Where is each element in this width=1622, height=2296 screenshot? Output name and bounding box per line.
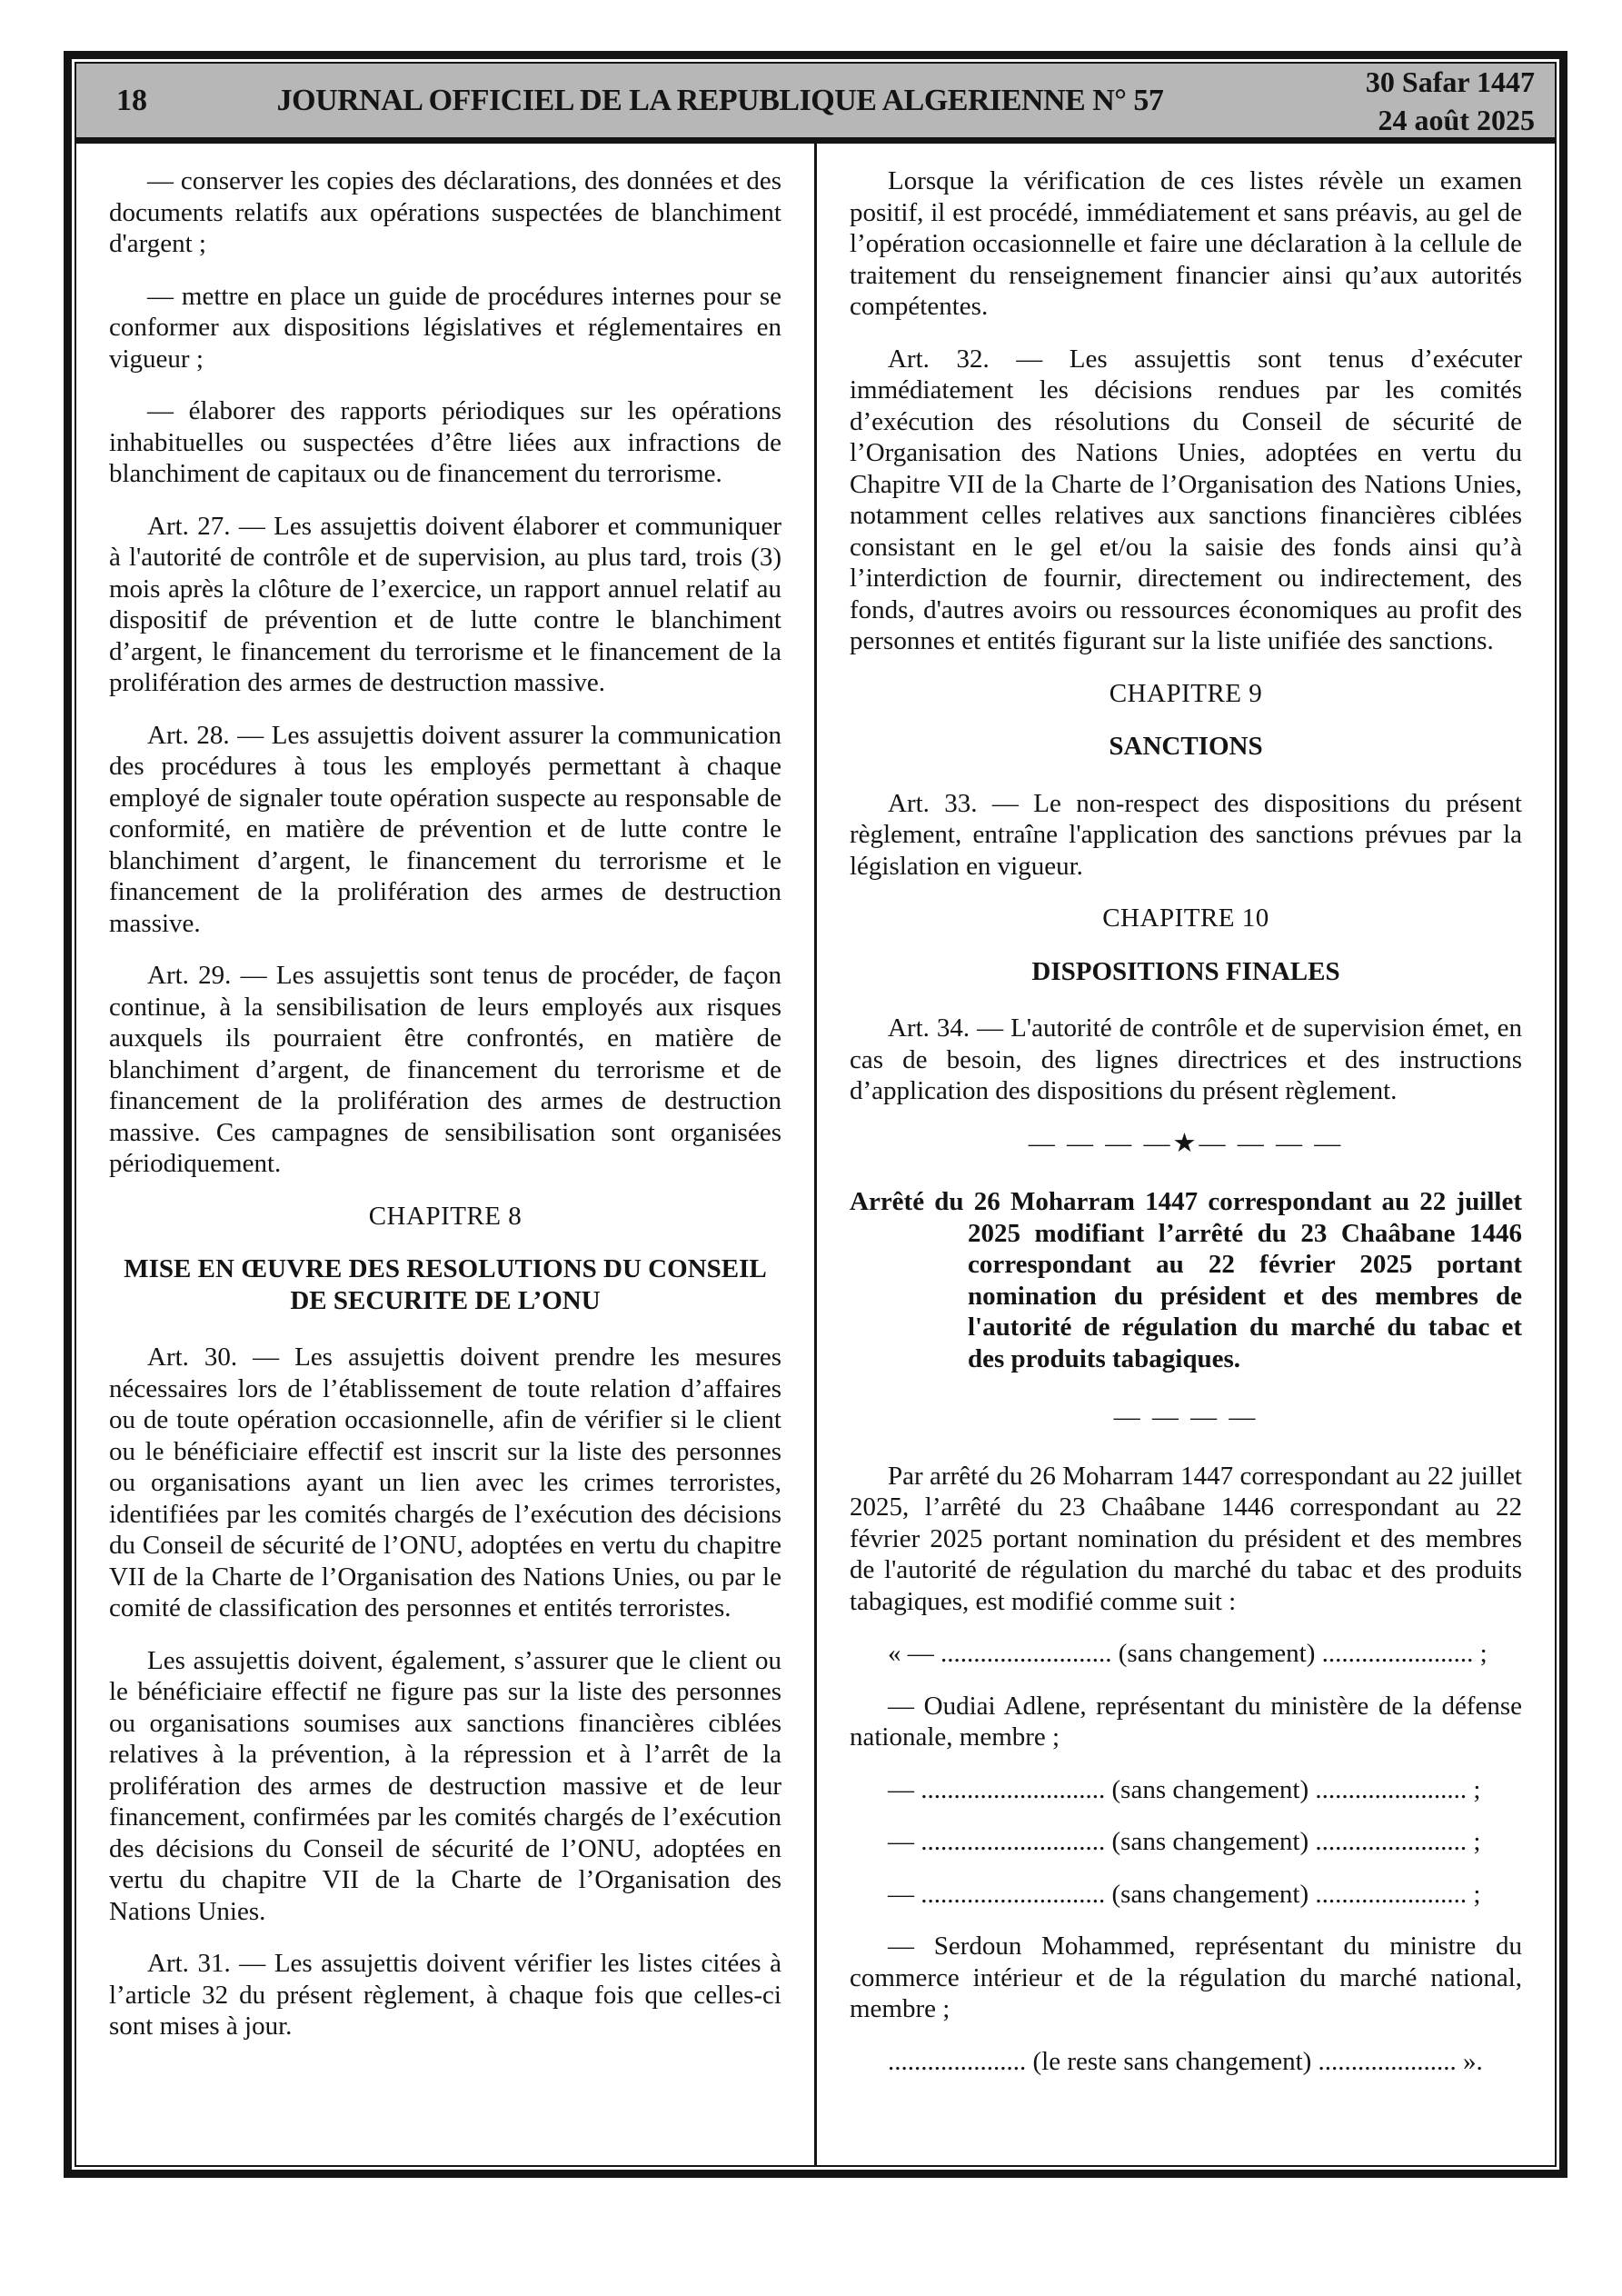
paragraph-assujettis-egalement: Les assujettis doivent, également, s’assurer que le client ou le bénéficiaire effectif ne figure pas sur la liste des personnes ou organisations soumises aux sanctions financières ciblées relatives à la prévention, à la répression et à l’arrêt de la prolifération des armes de destruction massive et de leur financement, confirmées par les comités chargés de l’exécution des décisions du Conseil de sécurité de l’ONU, adoptées en vertu du chapitre VII de la Charte de l’Organisation des Nations Unies. [109, 1645, 781, 1926]
quote-line-sans-changement-1: — ............................ (sans changement) ....................... ; [888, 1774, 1481, 1804]
paragraph-art-30: Art. 30. — Les assujettis doivent prendre les mesures nécessaires lors de l’établissement de toute relation d’affaires ou de toute opération occasionnelle, afin de vérifier si le client ou le bénéficiaire effectif est inscrit sur la liste des personnes ou organisations ayant un lien avec les crimes terroristes, identifiées par les comités chargés de l’exécution des décisions du Conseil de sécurité de l’ONU, adoptées en vertu du chapitre VII de la Charte de l’Organisation des Nations Unies, ou par le comité de classification des personnes et entités terroristes. [109, 1343, 781, 1622]
quote-line-sans-changement-2: — ............................ (sans changement) ....................... ; [888, 1827, 1481, 1856]
paragraph-art-32: Art. 32. — Les assujettis sont tenus d’exécuter immédiatement les décisions rendues par les comités d’exécution des résolutions du Conseil de sécurité de l’Organisation des Nations Unies, adoptées en vertu du Chapitre VII de la Charte de l’Organisation des Nations Unies, notamment celles relatives aux sanctions financières ciblées consistant en le gel et/ou la saisie des fonds ainsi qu’à l’interdiction de fournir, directement ou indirectement, des fonds, d'autres avoirs ou ressources économiques au profit des personnes et entités figurant sur la liste unifiée des sanctions. [850, 344, 1522, 655]
chapter-8-title: MISE EN ŒUVRE DES RESOLUTIONS DU CONSEIL DE SECURITE DE L’ONU [124, 1254, 767, 1315]
chapter-8-heading: CHAPITRE 8 [368, 1201, 522, 1231]
paragraph-dash-conserver: — conserver les copies des déclarations, des données et des documents relatifs aux opérations suspectées de blanchiment d'argent ; [109, 166, 781, 258]
paragraph-dash-elaborer: — élaborer des rapports périodiques sur les opérations inhabituelles ou suspectées d’être liées aux infractions de blanchiment de capitaux ou de financement du terrorisme. [109, 396, 781, 488]
paragraph-art-27: Art. 27. — Les assujettis doivent élaborer et communiquer à l'autorité de contrôle et de supervision, au plus tard, trois (3) mois après la clôture de l’exercice, un rapport annuel relatif au dispositif de prévention et de lutte contre le blanchiment d’argent, le financement du terrorisme et le financement de la prolifération des armes de destruction massive. [109, 511, 781, 697]
paragraph-art-29: Art. 29. — Les assujettis sont tenus de procéder, de façon continue, à la sensibilisation de leurs employés aux risques auxquels ils pourraient être confrontés, en matière de blanchiment d’argent, de financement du terrorisme et de financement de la prolifération des armes de destruction massive. Ces campagnes de sensibilisation sont organisées périodiquement. [109, 961, 781, 1178]
paragraph-art-28: Art. 28. — Les assujettis doivent assurer la communication des procédures à tous les employés permettant à chaque employé de signaler toute opération suspecte au responsable de conformité, en matière de prévention et de lutte contre le blanchiment d’argent, le financement du terrorisme et le financement de la prolifération des armes de destruction massive. [109, 720, 781, 938]
paragraph-art-34: Art. 34. — L'autorité de contrôle et de supervision émet, en cas de besoin, des lignes directrices et des instructions d’application des dispositions du présent règlement. [850, 1013, 1522, 1105]
journal-title: JOURNAL OFFICIEL DE LA REPUBLIQUE ALGERIENNE N° 57 [276, 83, 1164, 117]
paragraph-art-33: Art. 33. — Le non-respect des dispositions du présent règlement, entraîne l'application des sanctions prévues par la législation en vigueur. [850, 788, 1522, 881]
chapter-10-title: DISPOSITIONS FINALES [1031, 956, 1340, 986]
header-band [76, 64, 1555, 144]
quote-line-serdoun: — Serdoun Mohammed, représentant du ministre du commerce intérieur et de la régulation du marché national, membre ; [850, 1932, 1522, 2023]
date-hijri: 30 Safar 1447 [1365, 65, 1535, 98]
paragraph-lorsque: Lorsque la vérification de ces listes révèle un examen positif, il est procédé, immédiatement et sans préavis, au gel de l’opération occasionnelle et faire une déclaration à la cellule de traitement du renseignement financier ainsi qu’aux autorités compétentes. [850, 166, 1522, 321]
right-column [817, 144, 1555, 2165]
left-column [76, 144, 814, 2165]
header-dates [1366, 63, 1535, 139]
page-frame-inner [75, 62, 1557, 2167]
quote-line-open: « — .......................... (sans changement) ....................... ; [888, 1639, 1488, 1668]
content-columns [76, 144, 1555, 2165]
chapter-9-heading: CHAPITRE 9 [1109, 678, 1263, 708]
paragraph-art-31: Art. 31. — Les assujettis doivent vérifier les listes citées à l’article 32 du présent règlement, à chaque fois que celles-ci sont mises à jour. [109, 1949, 781, 2041]
chapter-9-title: SANCTIONS [1109, 732, 1263, 761]
quote-line-sans-changement-3: — ............................ (sans changement) ....................... ; [888, 1879, 1481, 1909]
page-number: 18 [116, 83, 147, 117]
arrete-title: Arrêté du 26 Moharram 1447 correspondant au 22 juillet 2025 modifiant l’arrêté du 23 Chaâbane 1446 correspondant au 22 février 2025 portant nomination du président et des membres de l'autorité de régulation du marché du tabac et des produits tabagiques. [850, 1187, 1522, 1373]
page-frame-outer [64, 51, 1567, 2178]
date-gregorian: 24 août 2025 [1378, 103, 1535, 136]
dash-separator: — — — — [1113, 1403, 1259, 1432]
paragraph-par-arrete: Par arrêté du 26 Moharram 1447 correspondant au 22 juillet 2025, l’arrêté du 23 Chaâbane 1446 correspondant au 22 février 2025 portant nomination du président et des membres de l'autorité de régulation du marché du tabac et des produits tabagiques, est modifié comme suit : [850, 1461, 1522, 1616]
chapter-10-heading: CHAPITRE 10 [1102, 903, 1269, 933]
quote-line-close: ..................... (le reste sans changement) ..................... ». [888, 2046, 1483, 2076]
star-separator: — — — —★— — — — [1028, 1128, 1344, 1158]
paragraph-dash-mettre: — mettre en place un guide de procédures internes pour se conformer aux dispositions législatives et réglementaires en vigueur ; [109, 281, 781, 374]
quote-line-oudiai: — Oudiai Adlene, représentant du ministère de la défense nationale, membre ; [850, 1691, 1522, 1752]
